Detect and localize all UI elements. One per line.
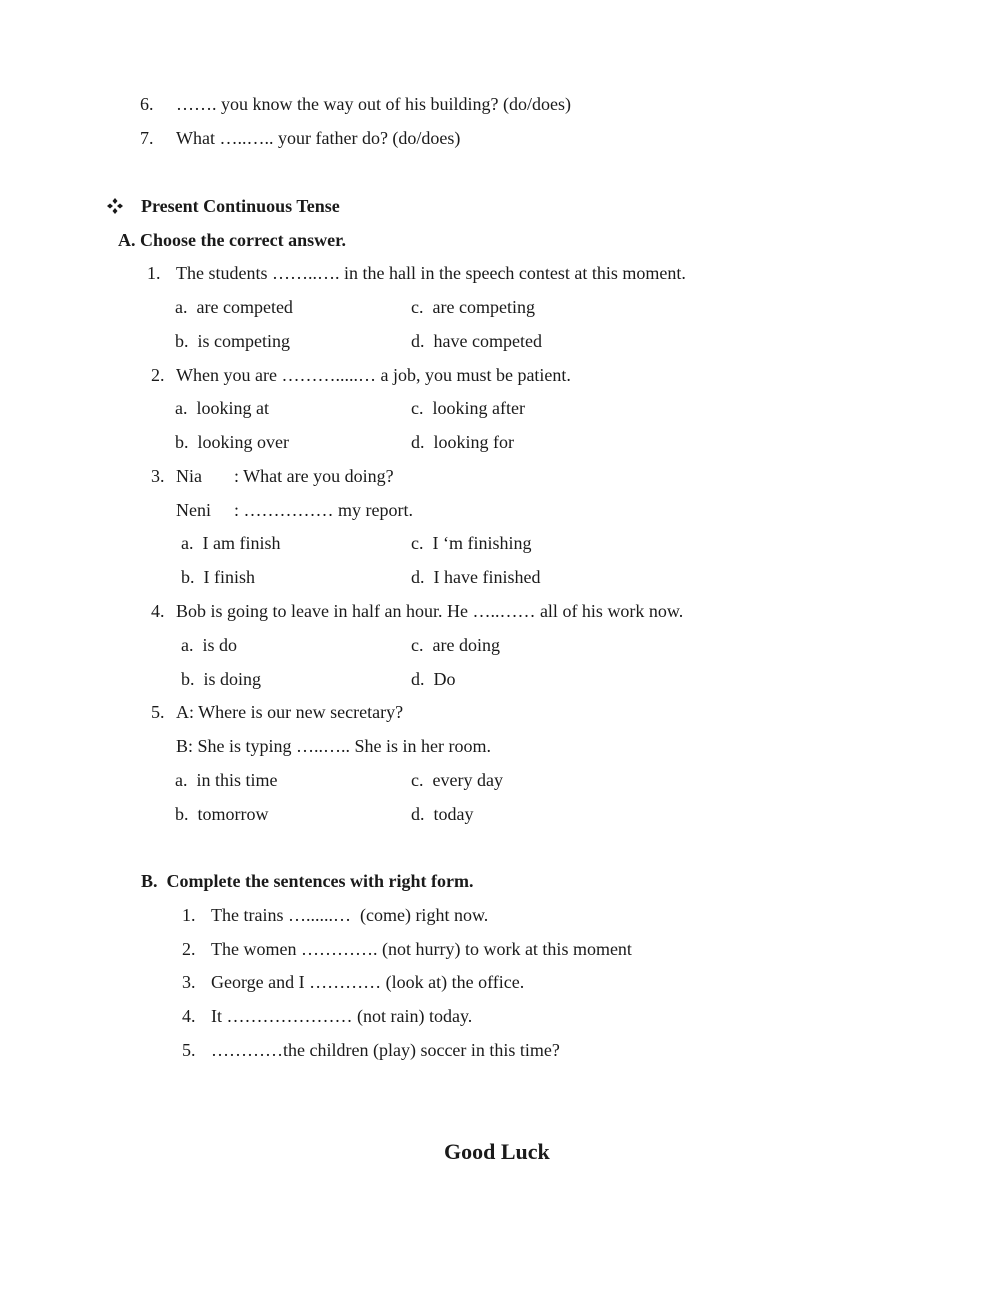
a3-option-d: d. I have finished bbox=[411, 567, 541, 587]
a3-line-2: : …………… my report. bbox=[234, 500, 413, 520]
question-7-text: What …..….. your father do? (do/does) bbox=[176, 128, 461, 148]
b5-text: …………the children (play) soccer in this time? bbox=[211, 1040, 560, 1060]
b4-text: It ………………… (not rain) today. bbox=[211, 1006, 473, 1026]
a2-text: When you are ……….....… a job, you must be patient. bbox=[176, 365, 571, 385]
a4-option-a: a. is do bbox=[181, 635, 237, 655]
b4-number: 4. bbox=[182, 1006, 196, 1026]
a5-number: 5. bbox=[151, 702, 165, 722]
a4-option-b: b. is doing bbox=[181, 669, 262, 689]
a4-text: Bob is going to leave in half an hour. He …..…… all of his work now. bbox=[176, 601, 684, 621]
a5-line-1: A: Where is our new secretary? bbox=[176, 702, 404, 722]
a2-option-a: a. looking at bbox=[175, 398, 269, 418]
a1-text: The students ……..…. in the hall in the speech contest at this moment. bbox=[176, 263, 686, 283]
a4-number: 4. bbox=[151, 601, 165, 621]
b2-text: The women …………. (not hurry) to work at this moment bbox=[211, 939, 632, 959]
a5-option-c: c. every day bbox=[411, 770, 503, 790]
question-6-text: ……. you know the way out of his building? (do/does) bbox=[176, 94, 571, 114]
a3-line-1: : What are you doing? bbox=[234, 466, 394, 486]
a1-option-c: c. are competing bbox=[411, 297, 535, 317]
b3-text: George and I ………… (look at) the office. bbox=[211, 972, 525, 992]
a2-option-b: b. looking over bbox=[175, 432, 289, 452]
a3-option-c: c. I ‘m finishing bbox=[411, 533, 532, 553]
a5-option-a: a. in this time bbox=[175, 770, 278, 790]
a3-option-a: a. I am finish bbox=[181, 533, 281, 553]
a1-option-d: d. have competed bbox=[411, 331, 542, 351]
section-heading: Present Continuous Tense bbox=[141, 196, 340, 216]
b5-number: 5. bbox=[182, 1040, 196, 1060]
a5-line-2: B: She is typing …..….. She is in her room. bbox=[176, 736, 491, 756]
question-7-number: 7. bbox=[140, 128, 154, 148]
a1-option-b: b. is competing bbox=[175, 331, 290, 351]
four-diamond-icon bbox=[106, 197, 124, 215]
a1-number: 1. bbox=[147, 263, 161, 283]
b2-number: 2. bbox=[182, 939, 196, 959]
a2-option-c: c. looking after bbox=[411, 398, 525, 418]
a4-option-c: c. are doing bbox=[411, 635, 500, 655]
a3-speaker-1: Nia bbox=[176, 466, 202, 486]
a2-option-d: d. looking for bbox=[411, 432, 514, 452]
a5-option-b: b. tomorrow bbox=[175, 804, 269, 824]
a3-number: 3. bbox=[151, 466, 165, 486]
a4-option-d: d. Do bbox=[411, 669, 456, 689]
a1-option-a: a. are competed bbox=[175, 297, 293, 317]
good-luck-footer: Good Luck bbox=[444, 1139, 550, 1164]
question-6-number: 6. bbox=[140, 94, 154, 114]
part-b-heading: B. Complete the sentences with right form. bbox=[141, 871, 474, 891]
part-a-heading: A. Choose the correct answer. bbox=[118, 230, 346, 250]
b3-number: 3. bbox=[182, 972, 196, 992]
a2-number: 2. bbox=[151, 365, 165, 385]
a5-option-d: d. today bbox=[411, 804, 474, 824]
a3-speaker-2: Neni bbox=[176, 500, 211, 520]
b1-text: The trains …......… (come) right now. bbox=[211, 905, 489, 925]
b1-number: 1. bbox=[182, 905, 196, 925]
a3-option-b: b. I finish bbox=[181, 567, 255, 587]
